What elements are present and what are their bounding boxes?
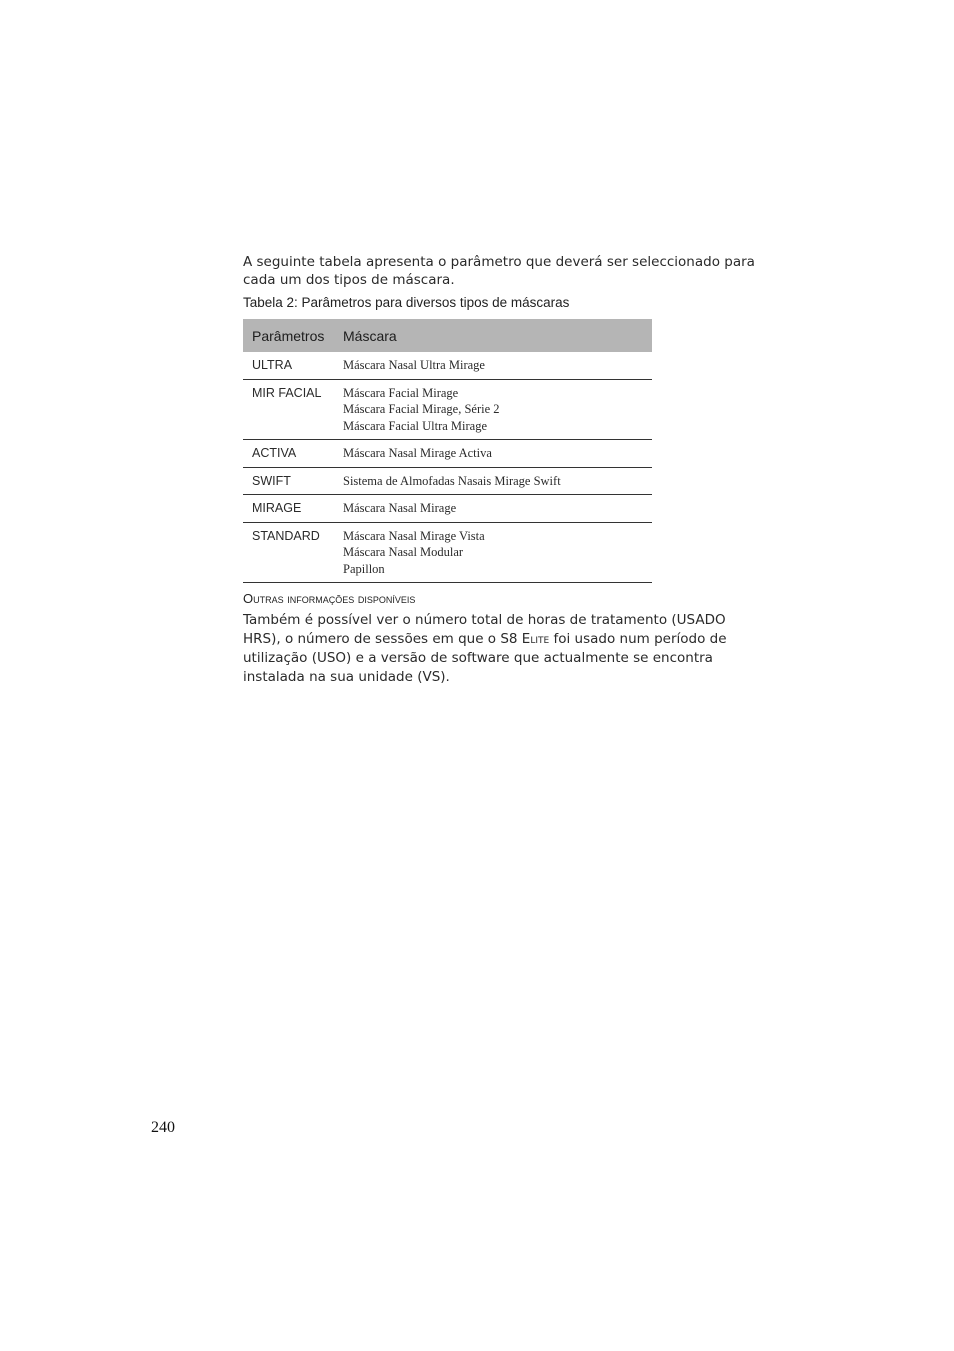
mask-name: Máscara Nasal Mirage Activa: [343, 446, 492, 460]
section-heading: Outras informações disponíveis: [243, 591, 416, 606]
table-row: [243, 352, 652, 379]
body-text-start: Também é possível ver o número total de horas de tratamento (USADO HRS), o número de sessões em que o: [243, 612, 726, 647]
mask-cell: [334, 352, 652, 379]
section-body: [243, 611, 763, 687]
mask-name: Máscara Nasal Mirage: [343, 501, 457, 515]
mask-name: Sistema de Almofadas Nasais Mirage Swift: [343, 473, 561, 488]
mask-cell: [334, 522, 652, 583]
table-row: [243, 522, 652, 583]
mask-parameters-table: [243, 319, 652, 583]
mask-name: Máscara Facial Mirage: [343, 385, 459, 400]
param-cell: SWIFT: [243, 467, 334, 495]
table-row: [243, 467, 652, 495]
mask-cell: [334, 495, 652, 523]
param-cell: ULTRA: [243, 352, 334, 379]
product-name: S8 Elite: [500, 631, 550, 647]
page-number: 240: [151, 1119, 175, 1136]
table-row: [243, 379, 652, 440]
table-row: [243, 495, 652, 523]
body-text-end: foi usado num período de utilização (USO) e a versão de software que actualmente se encontra instalada na sua unidade (VS).: [243, 631, 727, 685]
header-mask: Máscara: [343, 327, 397, 344]
table-header-row: [243, 319, 652, 352]
param-cell: MIRAGE: [243, 495, 334, 523]
mask-cell: [334, 440, 652, 468]
mask-name: Máscara Facial Mirage, Série 2: [343, 402, 500, 416]
header-parameters: Parâmetros: [252, 327, 325, 344]
mask-cell: [334, 379, 652, 440]
mask-cell: [334, 467, 652, 495]
param-cell: STANDARD: [243, 522, 334, 583]
mask-name: Máscara Facial Ultra Mirage: [343, 418, 488, 433]
table-row: [243, 440, 652, 468]
mask-name: Máscara Nasal Mirage Vista: [343, 528, 485, 543]
intro-paragraph: A seguinte tabela apresenta o parâmetro que deverá ser seleccionado para cada um dos tipos de máscara.: [243, 254, 755, 288]
table-caption: Tabela 2: Parâmetros para diversos tipos de máscaras: [243, 295, 570, 310]
mask-name: Máscara Nasal Ultra Mirage: [343, 358, 485, 372]
mask-name: Máscara Nasal Modular: [343, 545, 464, 559]
param-cell: ACTIVA: [243, 440, 334, 468]
param-cell: MIR FACIAL: [243, 379, 334, 440]
mask-name: Papillon: [343, 561, 385, 576]
